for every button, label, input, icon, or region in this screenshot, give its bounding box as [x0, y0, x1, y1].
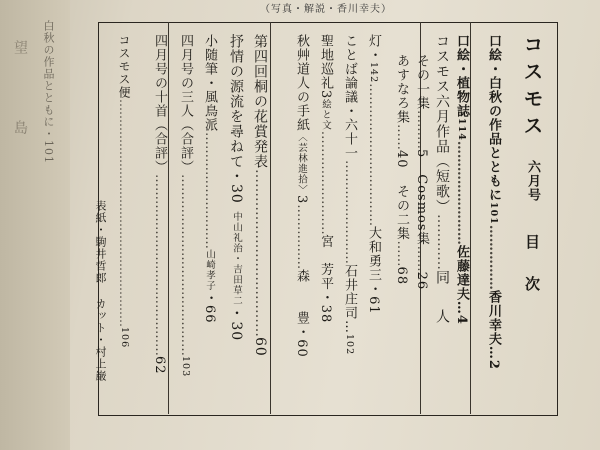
entry-page: 3 [294, 195, 309, 205]
entry-title: 四月号の三人（合評） [178, 34, 193, 174]
toc-entry: 四月号の十首（合評）……………………………………62 [152, 34, 167, 375]
entry-page: 142 [368, 62, 379, 84]
entry-author: 宮 芳平 [318, 234, 333, 291]
contents-label: 目 次 [523, 234, 541, 297]
entry-title: 聖地巡礼 [318, 34, 333, 90]
toc-entry: 灯・142……………………………大和勇三・61 [366, 34, 381, 315]
toc-entry: 秋艸道人の手紙〈芸林進拾〉3……………森 豊・60 [294, 34, 309, 358]
entry-number: 40 [394, 150, 409, 169]
entry-author: 森 豊 [294, 269, 309, 326]
entry-number: 62 [152, 356, 167, 375]
toc-entry: その一集………5Cosmos集……26 [414, 54, 429, 291]
entry-number: 106 [119, 327, 130, 349]
cover-credit: 表紙・駒井哲郎 [94, 200, 107, 284]
entry-number: 30 [228, 321, 244, 342]
entry-subtitle: 絵と文 [320, 99, 331, 131]
entry-title: ことば論議・六十一 [342, 34, 357, 160]
entry-title: 秋艸道人の手紙 [294, 34, 309, 132]
spine-name: 望 島 [12, 40, 28, 160]
entry-title-2: Cosmos集 [414, 174, 429, 246]
entry-number-2: 26 [414, 271, 429, 291]
entry-page: 101 [488, 202, 499, 225]
toc-entry: 第四回桐の花賞発表………………………………60 [252, 34, 268, 357]
issue-label: 六月号 [525, 160, 540, 202]
entry-title: 第四回桐の花賞発表 [252, 34, 268, 169]
entry-page: 3 [318, 90, 333, 100]
facing-page-gutter [0, 0, 70, 450]
entry-title: 灯・ [366, 34, 381, 62]
toc-entry: 口絵・植物誌114……………………佐藤達夫…4 [454, 34, 469, 325]
toc-entry: 抒情の源流を尋ねて・30中山礼治・吉田草二・30 [228, 34, 244, 342]
entry-author: 香川幸夫 [486, 289, 501, 346]
entry-author: 大和勇三 [366, 226, 381, 283]
entry-number: 103 [180, 356, 191, 378]
entry-title: その一集 [414, 54, 429, 110]
entry-title: 白秋の作品とともに [486, 76, 501, 202]
entry-prefix: 口絵・ [454, 34, 469, 76]
entry-number: 2 [486, 359, 501, 370]
entry-number: 60 [294, 339, 309, 358]
toc-entry: 四月号の三人（合評）……………………………………103 [178, 34, 193, 378]
entry-title: コスモス便 [117, 34, 131, 99]
toc-entry: コスモス六月作品（短歌）…………同人 [434, 34, 450, 324]
entry-number: 102 [344, 334, 355, 356]
entry-title: 植物誌 [454, 76, 469, 118]
spine-text: 白秋の作品とともに・101 [42, 20, 55, 164]
credits [92, 200, 108, 400]
entry-page: 30 [228, 184, 244, 204]
entry-author: 佐藤達夫 [454, 244, 469, 301]
entry-number-2: 68 [394, 266, 409, 286]
entry-title: あすなろ集 [394, 54, 409, 124]
entry-author: 同 [434, 270, 450, 285]
entry-number: 4 [454, 314, 469, 325]
entry-author: 中山礼治・吉田草二 [231, 211, 242, 307]
entry-number: 5 [414, 149, 429, 159]
entry-author: 石井庄司 [342, 264, 357, 320]
toc-entry: 小随筆・風鳥派………………………山崎孝子・66 [202, 34, 217, 324]
magazine-title: コスモス [520, 34, 544, 142]
entry-title: 小随筆・風鳥派 [202, 34, 217, 132]
toc-entry: ことば論議・六十一……………………石井庄司…102 [342, 34, 357, 356]
toc-entry: コスモス便…………………………………………………106 [117, 34, 131, 349]
entry-number: 61 [366, 296, 381, 315]
entry-number: 66 [202, 305, 217, 324]
header-caption: （写真・解説・香川幸夫） [260, 4, 392, 15]
toc-entry: 口絵・白秋の作品とともに101……………香川幸夫…2 [486, 34, 501, 370]
entry-title: コスモス六月作品（短歌） [434, 34, 450, 214]
entry-title: 四月号の十首（合評） [152, 34, 167, 174]
entry-title: 抒情の源流を尋ねて・ [228, 34, 244, 184]
entry-page: 114 [456, 118, 467, 141]
divider-rule [270, 22, 271, 414]
toc-entry: あすなろ集……40その二集……68 [394, 54, 409, 286]
entry-author-2: 人 [434, 309, 450, 324]
entry-number: 38 [318, 304, 333, 324]
toc-entry: 聖地巡礼3絵と文……………………宮 芳平・38 [318, 34, 333, 324]
cut-credit: カット・村上巌 [94, 298, 107, 382]
entry-title-2: その二集 [394, 184, 409, 241]
masthead [518, 34, 547, 404]
entry-subtitle: 〈芸林進拾〉 [296, 132, 307, 195]
entry-number: 60 [252, 337, 268, 357]
entry-author: 山崎孝子 [204, 249, 215, 291]
entry-prefix: 口絵・ [486, 34, 501, 76]
